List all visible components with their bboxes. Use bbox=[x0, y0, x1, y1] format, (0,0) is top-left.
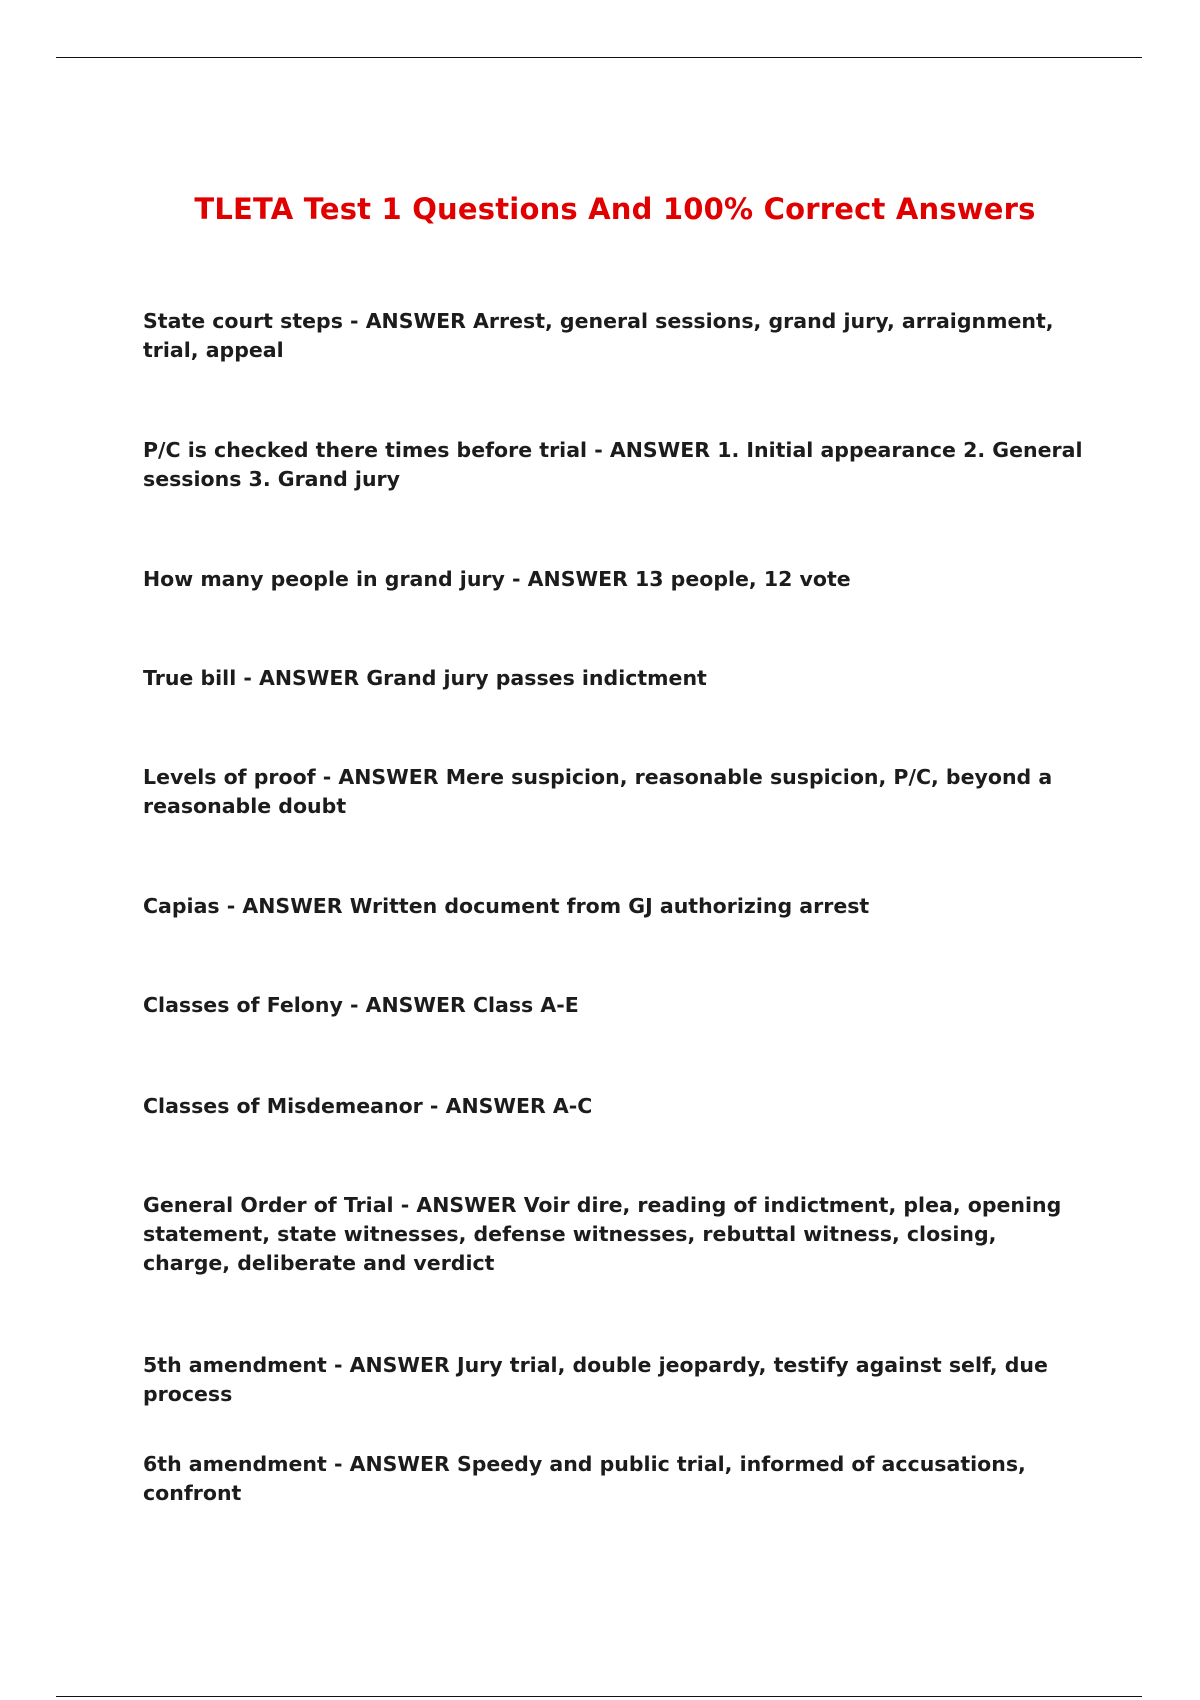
qa-answer: Jury trial, double jeopardy, testify against self, due process bbox=[143, 1353, 1048, 1406]
answer-separator: - ANSWER bbox=[342, 993, 473, 1017]
qa-question: True bill bbox=[143, 666, 237, 690]
qa-question: 5th amendment bbox=[143, 1353, 327, 1377]
qa-answer: Written document from GJ authorizing arrest bbox=[349, 894, 870, 918]
qa-question: 6th amendment bbox=[143, 1452, 327, 1476]
qa-answer: Speedy and public trial, informed of accusations, confront bbox=[143, 1452, 1026, 1505]
qa-question: Levels of proof bbox=[143, 765, 316, 789]
qa-item bbox=[143, 565, 1088, 594]
qa-item bbox=[143, 1191, 1088, 1278]
qa-item bbox=[143, 763, 1088, 821]
qa-item bbox=[143, 307, 1088, 365]
answer-separator: - ANSWER bbox=[315, 765, 446, 789]
qa-question: Classes of Felony bbox=[143, 993, 343, 1017]
qa-answer: Voir dire, reading of indictment, plea, opening statement, state witnesses, defense witnesses, rebuttal witness, closing, charge, deliberate and verdict bbox=[143, 1193, 1062, 1275]
qa-item bbox=[143, 991, 1088, 1020]
answer-separator: - ANSWER bbox=[326, 1353, 457, 1377]
qa-answer: A-C bbox=[552, 1094, 593, 1118]
answer-separator: - ANSWER bbox=[219, 894, 350, 918]
qa-item bbox=[143, 1351, 1103, 1409]
qa-item bbox=[143, 436, 1088, 494]
top-rule bbox=[56, 57, 1142, 58]
qa-question: State court steps bbox=[143, 309, 343, 333]
answer-separator: - ANSWER bbox=[587, 438, 718, 462]
qa-question: How many people in grand jury bbox=[143, 567, 505, 591]
qa-answer: Mere suspicion, reasonable suspicion, P/C, beyond a reasonable doubt bbox=[143, 765, 1053, 818]
qa-answer: Grand jury passes indictment bbox=[366, 666, 707, 690]
qa-item bbox=[143, 1092, 1088, 1121]
qa-answer: 1. Initial appearance 2. General sessions 3. Grand jury bbox=[143, 438, 1083, 491]
qa-item bbox=[143, 1450, 1103, 1508]
answer-separator: - ANSWER bbox=[326, 1452, 457, 1476]
answer-separator: - ANSWER bbox=[236, 666, 367, 690]
qa-item bbox=[143, 892, 1088, 921]
answer-separator: - ANSWER bbox=[422, 1094, 553, 1118]
qa-question: General Order of Trial bbox=[143, 1193, 394, 1217]
bottom-rule bbox=[56, 1696, 1142, 1697]
qa-question: Capias bbox=[143, 894, 220, 918]
qa-question: P/C is checked there times before trial bbox=[143, 438, 588, 462]
qa-question: Classes of Misdemeanor bbox=[143, 1094, 423, 1118]
qa-item bbox=[143, 664, 1088, 693]
answer-separator: - ANSWER bbox=[393, 1193, 524, 1217]
page-title: TLETA Test 1 Questions And 100% Correct Answers bbox=[194, 192, 1036, 226]
qa-answer: Arrest, general sessions, grand jury, arraignment, trial, appeal bbox=[143, 309, 1054, 362]
answer-separator: - ANSWER bbox=[504, 567, 635, 591]
qa-answer: 13 people, 12 vote bbox=[635, 567, 851, 591]
qa-answer: Class A-E bbox=[472, 993, 579, 1017]
answer-separator: - ANSWER bbox=[342, 309, 474, 333]
